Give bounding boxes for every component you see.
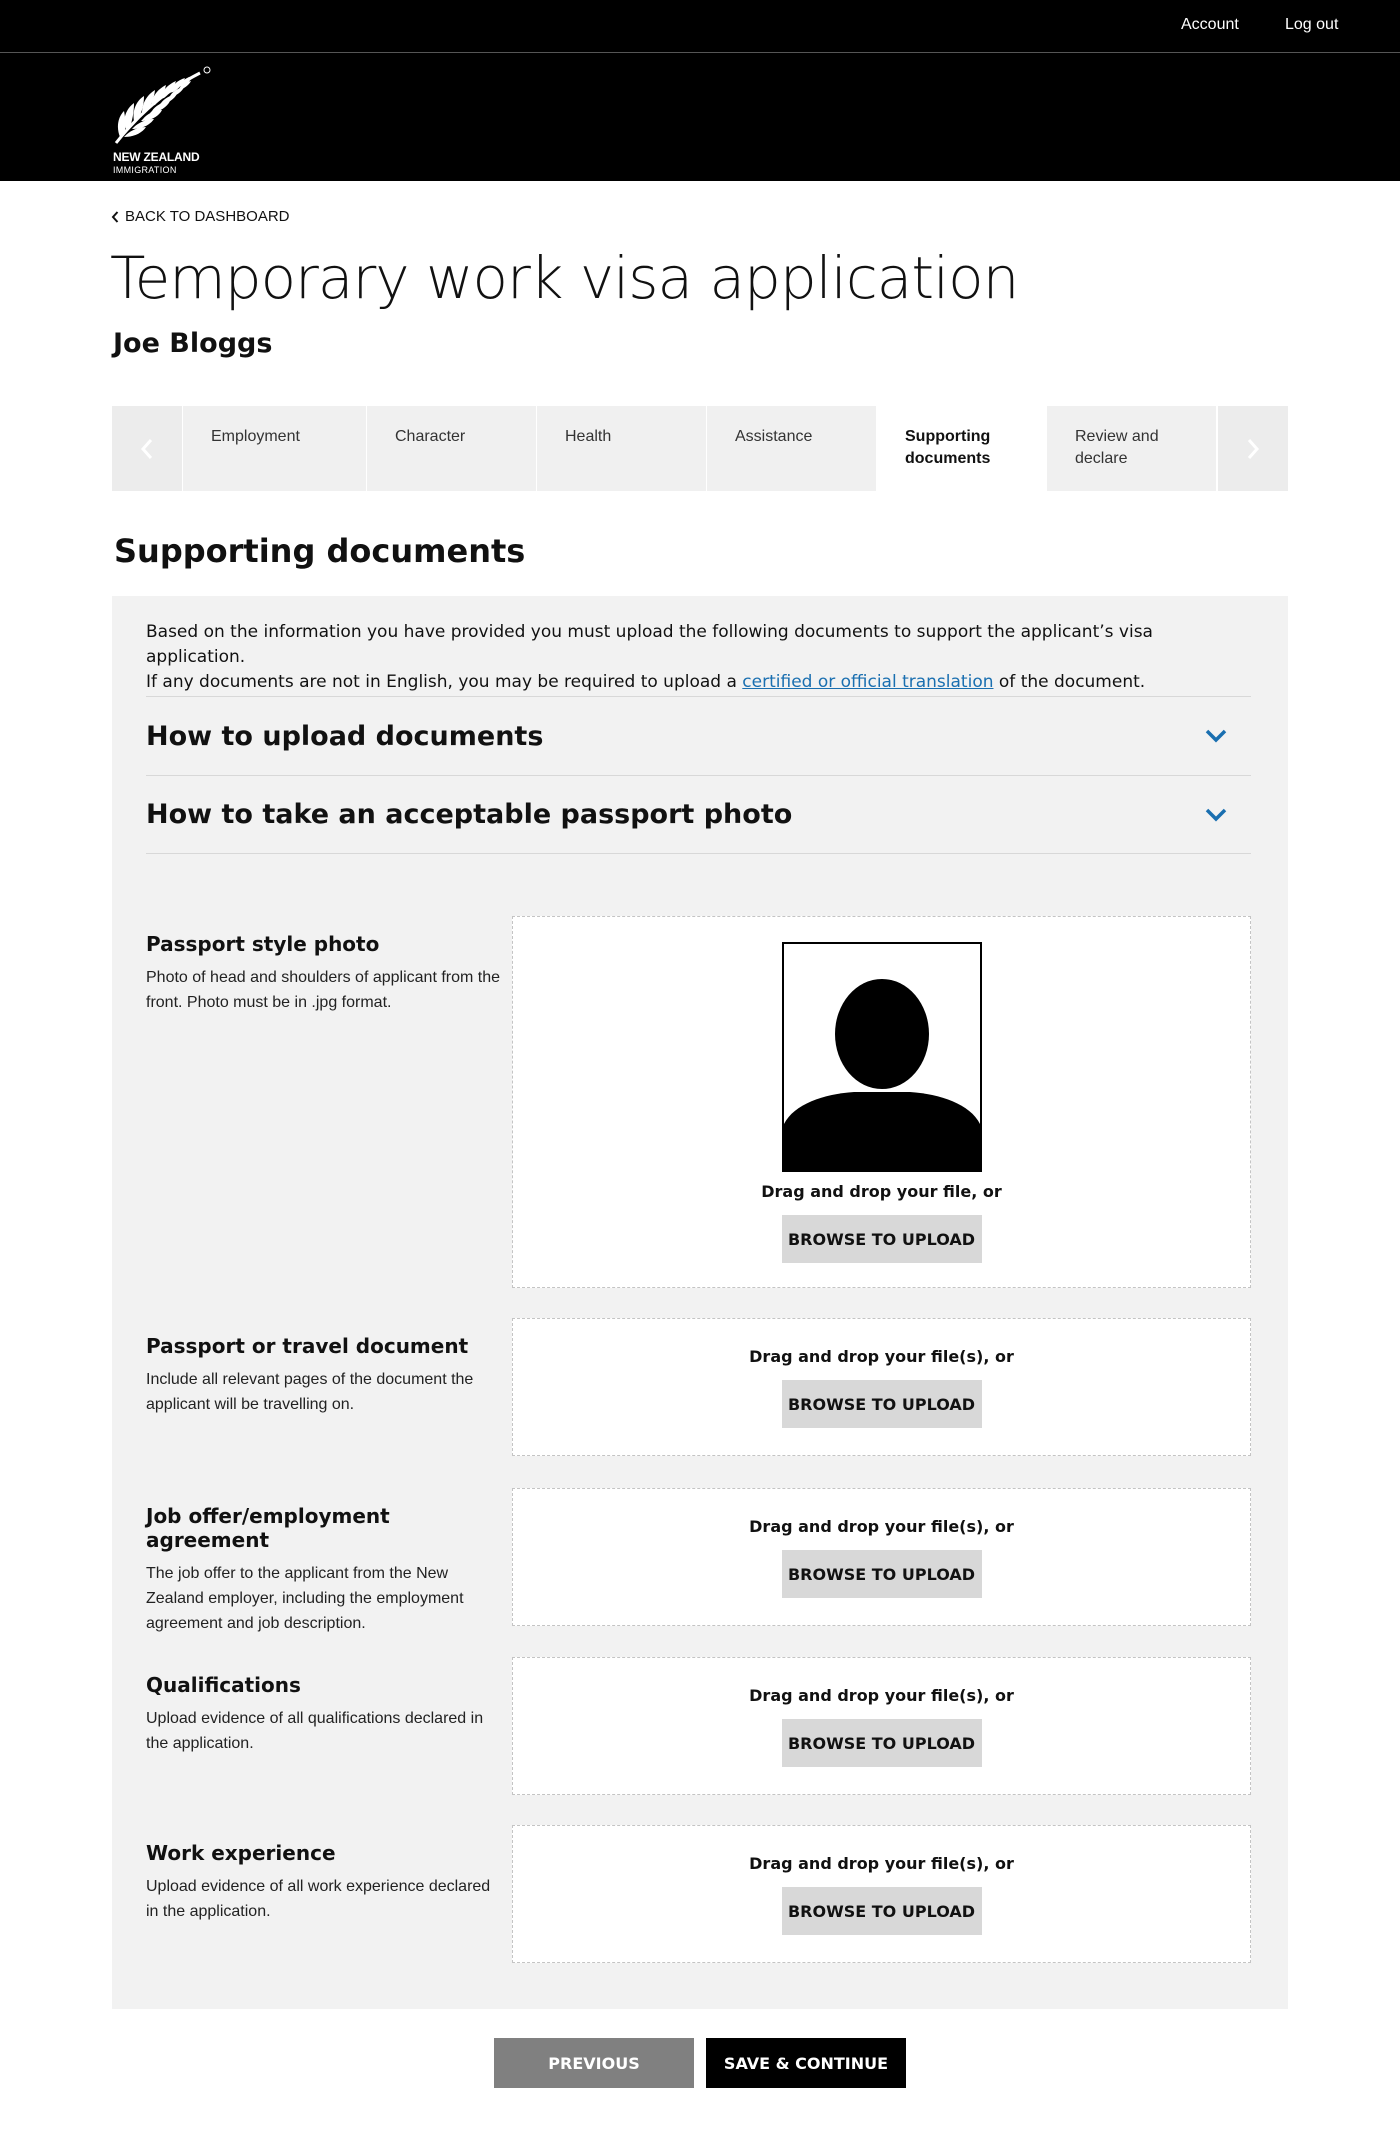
back-link-label: BACK TO DASHBOARD [125,208,290,225]
job-offer-dropzone[interactable] [512,1488,1251,1626]
browse-upload-button[interactable]: BROWSE TO UPLOAD [782,1380,982,1428]
nz-immigration-logo[interactable] [112,65,212,175]
back-to-dashboard-link[interactable] [111,208,290,225]
passport-dropzone[interactable] [512,1318,1251,1456]
accordion-label: How to upload documents [146,720,544,752]
accordion-passport-photo[interactable] [146,775,1251,854]
silver-fern-icon [112,65,212,149]
drag-drop-text: Drag and drop your file(s), or [749,1517,1014,1536]
doc-info [146,924,506,1015]
supporting-documents-panel [112,596,1288,2009]
drag-drop-text: Drag and drop your file(s), or [749,1854,1014,1873]
accordion-how-to-upload[interactable] [146,696,1251,775]
photo-dropzone[interactable] [512,916,1251,1288]
logout-link[interactable]: Log out [1285,16,1339,33]
accordion-label: How to take an acceptable passport photo [146,799,793,830]
person-silhouette-icon [784,944,980,1170]
top-bar [0,0,1400,53]
intro-line-2-before: If any documents are not in English, you may be required to upload a [146,672,743,692]
drag-drop-text: Drag and drop your file, or [761,1182,1002,1201]
doc-title: Work experience [146,1841,336,1865]
tabs-prev-arrow[interactable] [112,406,183,491]
browse-upload-button[interactable]: BROWSE TO UPLOAD [782,1215,982,1263]
application-steps-tabs [112,406,1288,491]
drag-drop-text: Drag and drop your file(s), or [749,1347,1014,1366]
chevron-down-icon [1205,729,1227,743]
chevron-left-icon [140,438,154,460]
browse-upload-button[interactable]: BROWSE TO UPLOAD [782,1550,982,1598]
tab-assistance[interactable]: Assistance [707,406,877,491]
intro-text [146,620,1256,695]
browse-upload-button[interactable]: BROWSE TO UPLOAD [782,1887,982,1935]
tab-health[interactable]: Health [537,406,707,491]
doc-description: The job offer to the applicant from the New Zealand employer, including the employment agreement and job description. [146,1565,464,1632]
doc-description: Upload evidence of all qualifications declared in the application. [146,1710,484,1752]
browse-upload-button[interactable]: BROWSE TO UPLOAD [782,1719,982,1767]
work-experience-dropzone[interactable] [512,1825,1251,1963]
intro-line-2 [146,670,1256,695]
qualifications-dropzone[interactable] [512,1657,1251,1795]
chevron-down-icon [1205,808,1227,822]
page-title: Temporary work visa application [110,244,1019,312]
doc-info [146,1665,506,1756]
tabs-next-arrow[interactable] [1217,406,1288,491]
doc-title: Qualifications [146,1673,301,1697]
doc-description: Photo of head and shoulders of applicant from the front. Photo must be in .jpg format. [146,969,501,1011]
translation-link[interactable]: certified or official translation [742,672,994,692]
drag-drop-text: Drag and drop your file(s), or [749,1686,1014,1705]
intro-line-2-after: of the document. [993,672,1146,692]
doc-info [146,1496,506,1636]
doc-description: Include all relevant pages of the document the applicant will be travelling on. [146,1371,474,1413]
photo-placeholder [782,942,982,1172]
doc-title: Passport style photo [146,932,380,956]
applicant-name: Joe Bloggs [113,328,273,359]
doc-info [146,1326,506,1417]
tab-character[interactable]: Character [367,406,537,491]
logo-wordmark: NEW ZEALAND [113,150,200,164]
site-header [0,53,1400,181]
doc-info [146,1833,506,1924]
logo-subtitle: IMMIGRATION [113,165,177,175]
account-link[interactable]: Account [1181,16,1239,33]
doc-title: Job offer/employment agreement [146,1504,390,1552]
chevron-left-icon [111,211,119,223]
tab-supporting-documents[interactable]: Supporting documents [877,406,1047,491]
section-title: Supporting documents [114,532,526,570]
save-continue-button[interactable]: SAVE & CONTINUE [706,2038,906,2088]
tab-review-and-declare[interactable]: Review and declare [1047,406,1217,491]
intro-line-1: Based on the information you have provided you must upload the following documents to support the applicant’s visa application. [146,622,1153,667]
previous-button[interactable]: PREVIOUS [494,2038,694,2088]
doc-description: Upload evidence of all work experience declared in the application. [146,1878,491,1920]
tab-employment[interactable]: Employment [183,406,367,491]
doc-title: Passport or travel document [146,1334,469,1358]
chevron-right-icon [1246,438,1260,460]
